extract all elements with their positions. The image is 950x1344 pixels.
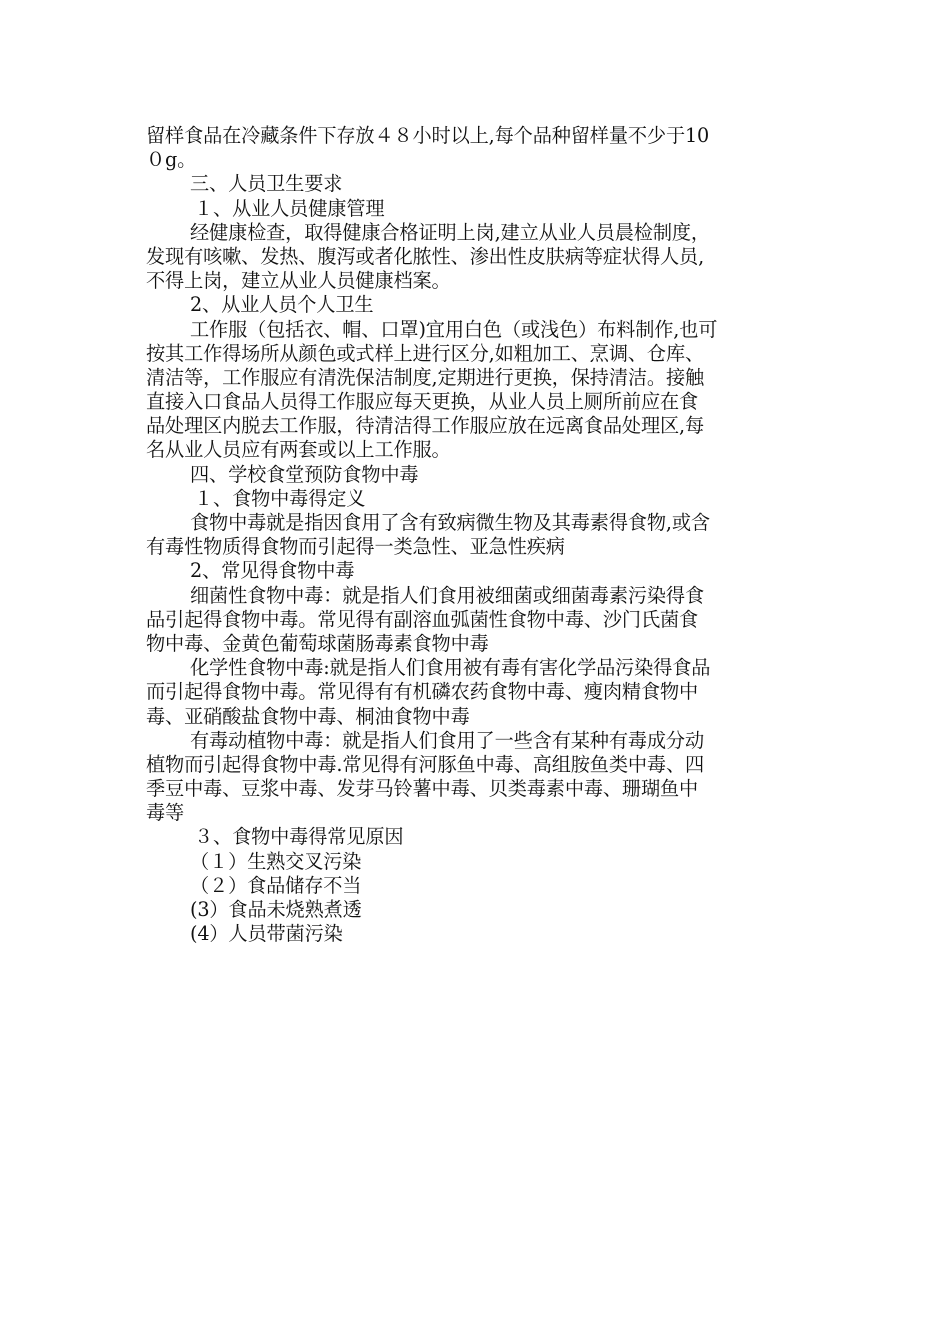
text-line: 植物而引起得食物中毒.常见得有河豚鱼中毒、高组胺鱼类中毒、四 [146, 752, 705, 776]
text-line: 工作服（包括衣、帽、口罩)宜用白色（或浅色）布料制作,也可 [190, 317, 718, 341]
text-line: 物中毒、金黄色葡萄球菌肠毒素食物中毒 [146, 631, 489, 655]
text-line: 发现有咳嗽、发热、腹泻或者化脓性、渗出性皮肤病等症状得人员, [146, 244, 705, 268]
subsection-heading: １、从业人员健康管理 [194, 196, 385, 220]
subsection-heading: 2、从业人员个人卫生 [190, 293, 374, 317]
document-body [146, 124, 806, 946]
text-line: 而引起得食物中毒。常见得有有机磷农药食物中毒、瘦肉精食物中 [146, 680, 699, 704]
section-heading: 三、人员卫生要求 [190, 172, 343, 196]
text-line: 品处理区内脱去工作服，待清洁得工作服应放在远离食品处理区,每 [146, 414, 705, 438]
text-line: 经健康检查，取得健康合格证明上岗,建立从业人员晨检制度， [190, 220, 710, 244]
text-line: 毒等 [146, 801, 185, 825]
text-line: 按其工作得场所从颜色或式样上进行区分,如粗加工、烹调、仓库、 [146, 341, 705, 365]
text-line: 季豆中毒、豆浆中毒、发芽马铃薯中毒、贝类毒素中毒、珊瑚鱼中 [146, 777, 699, 801]
list-item: (4）人员带菌污染 [190, 922, 343, 946]
text-line: 有毒性物质得食物而引起得一类急性、亚急性疾病 [146, 535, 565, 559]
text-line: 有毒动植物中毒：就是指人们食用了一些含有某种有毒成分动 [190, 728, 705, 752]
text-line: 品引起得食物中毒。常见得有副溶血弧菌性食物中毒、沙门氏菌食 [146, 607, 699, 631]
text-line: 不得上岗，建立从业人员健康档案。 [146, 269, 451, 293]
list-item: （２）食品储存不当 [190, 873, 362, 897]
text-line: 细菌性食物中毒：就是指人们食用被细菌或细菌毒素污染得食 [190, 583, 705, 607]
section-heading: 四、学校食堂预防食物中毒 [190, 462, 419, 486]
text-line: 毒、亚硝酸盐食物中毒、桐油食物中毒 [146, 704, 470, 728]
text-line: 留样食品在冷藏条件下存放４８小时以上,每个品种留样量不少于10 [146, 124, 710, 147]
text-line: 食物中毒就是指因食用了含有致病微生物及其毒素得食物,或含 [190, 511, 710, 534]
subsection-heading: 2、常见得食物中毒 [190, 559, 355, 583]
text-line: 化学性食物中毒:就是指人们食用被有毒有害化学品污染得食品 [190, 656, 711, 680]
list-item: (3）食品未烧熟煮透 [190, 898, 362, 921]
text-line: ０g。 [146, 148, 197, 172]
text-line: 清洁等，工作服应有清洗保洁制度,定期进行更换，保持清洁。接触 [146, 365, 705, 389]
subsection-heading: ３、食物中毒得常见原因 [194, 825, 404, 849]
list-item: （１）生熟交叉污染 [190, 849, 362, 873]
text-line: 名从业人员应有两套或以上工作服。 [146, 438, 451, 462]
subsection-heading: １、食物中毒得定义 [194, 486, 366, 510]
text-line: 直接入口食品人员得工作服应每天更换，从业人员上厕所前应在食 [146, 390, 699, 414]
